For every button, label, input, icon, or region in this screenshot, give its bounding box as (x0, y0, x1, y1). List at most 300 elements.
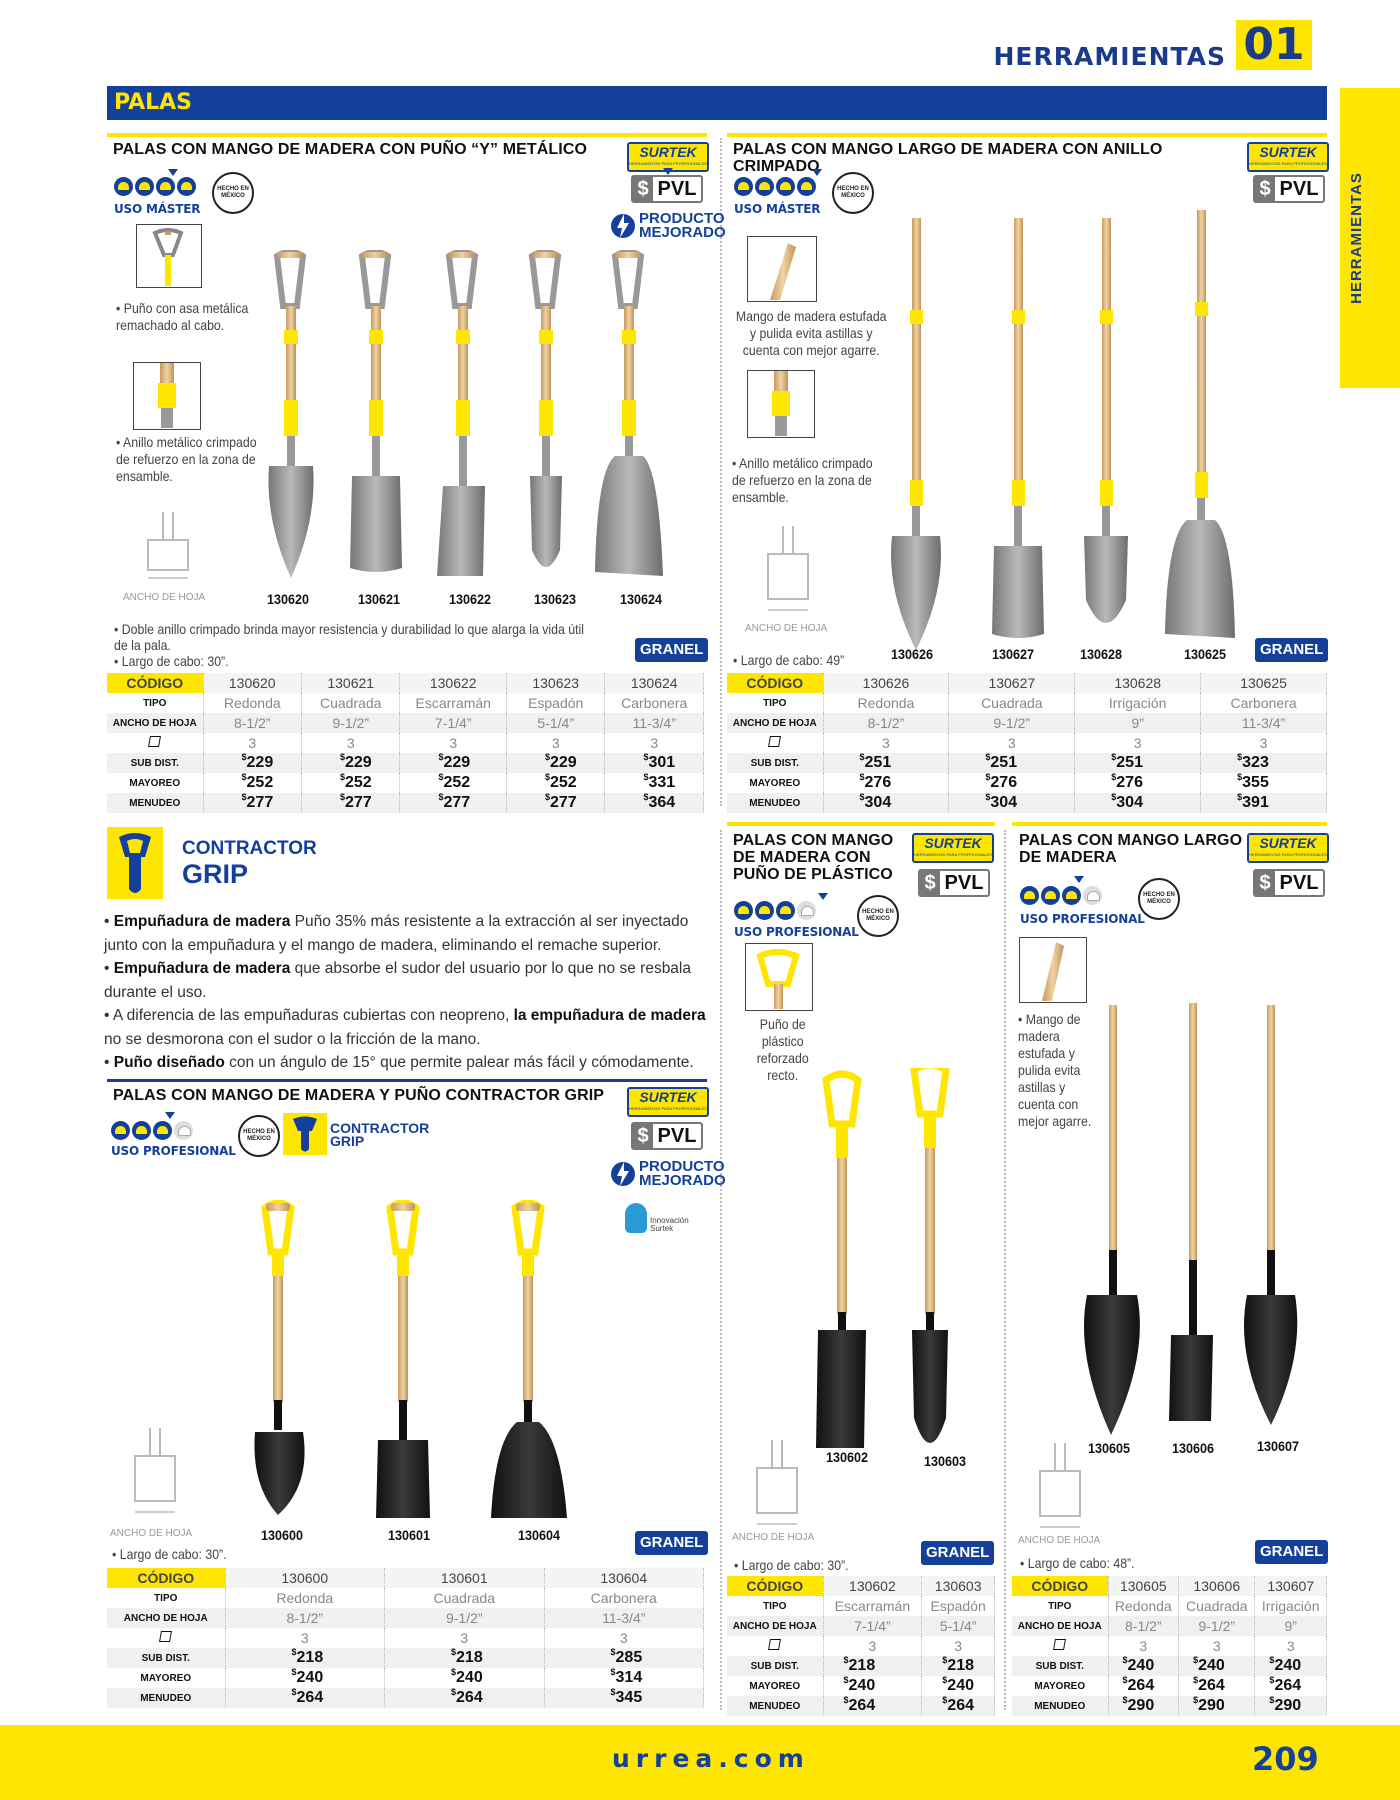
price: 251 (1116, 754, 1143, 771)
shovel-image-130600 (254, 1203, 304, 1515)
hecho-en-mexico-icon (832, 172, 874, 214)
granel-badge: GRANEL (1255, 638, 1328, 662)
brand-name: SURTEK (924, 835, 982, 851)
feature-note: Puño de plástico reforzado recto. (756, 1016, 809, 1083)
row-label: MAYOREO (107, 1668, 225, 1688)
table-cell: Redonda (203, 693, 301, 713)
shovel-image-130622 (437, 252, 485, 576)
brand-name: SURTEK (1259, 144, 1317, 160)
product-image-group (880, 210, 1250, 650)
helmet-icon (734, 177, 753, 196)
grip-feature-item: • A diferencia de las empuñaduras cubiertas con neopreno, la empuñadura de madera no se desmorona con el sudor o la fricción de la mano. (104, 1007, 706, 1048)
currency-symbol: $ (1237, 792, 1243, 802)
spec-bullet: • Largo de cabo: 30”. (112, 1546, 227, 1562)
price: 304 (864, 794, 892, 811)
pvl-label: PVL (1279, 178, 1319, 200)
table-cell: 3 (823, 1636, 922, 1656)
table-cell: 3 (1201, 733, 1327, 753)
price: 252 (443, 774, 471, 791)
producto-mejorado-2: MEJORADO (639, 224, 726, 241)
table-cell: 3 (400, 733, 507, 753)
grip-features (104, 910, 710, 1075)
product-image-group (245, 1200, 605, 1520)
table-code: 130626 (823, 673, 949, 693)
helmet-icon (132, 1121, 151, 1140)
blade-width-icon (1035, 1443, 1085, 1533)
currency-symbol: $ (942, 1675, 948, 1685)
feature-text: no se desmorona con el sudor o la fricción de la mano. (104, 1030, 481, 1048)
price-table (727, 673, 1327, 813)
currency-symbol: $ (985, 792, 991, 802)
usage-helmets (1020, 886, 1102, 905)
row-label: SUB DIST. (107, 753, 203, 773)
shovel-image-130624 (595, 252, 663, 576)
currency-symbol: $ (339, 752, 345, 762)
price: 301 (648, 754, 676, 771)
product-image-group (808, 1068, 968, 1458)
box-icon (768, 1639, 781, 1650)
currency-symbol: $ (985, 752, 991, 762)
row-label: TIPO (727, 693, 823, 713)
row-label: MAYOREO (727, 773, 823, 793)
row-label: MENUDEO (1012, 1696, 1108, 1716)
currency-symbol: $ (241, 792, 247, 802)
spec-bullet: • Largo de cabo: 48”. (1020, 1555, 1135, 1571)
mexico-badge-text: HECHO EN MÉXICO (243, 1129, 275, 1142)
price: 252 (345, 774, 372, 791)
price: 229 (549, 754, 577, 771)
table-code: 130624 (605, 673, 704, 693)
detail-thumbnail (747, 370, 815, 438)
section-title: PALAS CON MANGO LARGO DE MADERA (1019, 832, 1243, 866)
table-cell: 3 (823, 733, 949, 753)
currency-symbol: $ (544, 772, 550, 782)
table-cell: Cuadrada (1179, 1596, 1255, 1616)
section-rule (107, 1079, 707, 1082)
table-cell: 7-1/4” (400, 713, 507, 733)
shovel-image-130607 (1244, 1005, 1297, 1425)
y-handle-detail-icon (137, 225, 200, 286)
table-cell: Escarramán (400, 693, 507, 713)
price: 290 (1127, 1697, 1155, 1714)
section-rule (1012, 822, 1327, 826)
table-cell: Carbonera (605, 693, 704, 713)
wood-handle-detail-icon (748, 237, 815, 300)
table-code: 130606 (1179, 1576, 1255, 1596)
surtek-logo (627, 1087, 709, 1117)
row-label: TIPO (1012, 1596, 1108, 1616)
blade-width-diagram (752, 1440, 802, 1535)
currency-symbol: $ (438, 792, 444, 802)
mexico-badge-text: HECHO EN MÉXICO (837, 186, 869, 199)
currency-symbol: $ (1122, 1675, 1128, 1685)
price: 240 (848, 1677, 876, 1694)
table-code: 130622 (400, 673, 507, 693)
product-image-group (1075, 995, 1330, 1445)
price: 276 (1116, 774, 1143, 791)
currency-symbol: $ (843, 1695, 849, 1705)
helmet-icon (153, 1121, 172, 1140)
price-table (107, 673, 704, 813)
usage-helmets (734, 901, 816, 920)
currency-symbol: $ (1122, 1695, 1128, 1705)
grip-handle-icon (107, 827, 163, 899)
product-code: 130604 (518, 1527, 561, 1543)
table-cell: 8-1/2” (1108, 1616, 1179, 1636)
price: 276 (864, 774, 892, 791)
price: 218 (296, 1649, 324, 1666)
currency-symbol: $ (643, 772, 649, 782)
dollar-icon: $ (920, 871, 940, 895)
product-code: 130606 (1172, 1440, 1215, 1456)
pvl-badge (1253, 869, 1325, 897)
currency-symbol: $ (843, 1655, 849, 1665)
table-cell: 3 (1075, 733, 1201, 753)
price: 264 (1198, 1677, 1225, 1694)
helmet-icon (755, 177, 774, 196)
usage-label: USO PROFESIONAL (734, 925, 859, 939)
table-cell: Redonda (823, 693, 949, 713)
currency-symbol: $ (859, 752, 865, 762)
lightning-icon (610, 210, 636, 242)
helmet-icon (177, 177, 196, 196)
currency-symbol: $ (241, 752, 247, 762)
table-cell: 5-1/4” (506, 713, 604, 733)
feature-note: • Puño con asa metálica remachado al cabo. (116, 300, 249, 333)
grip-mini-line1: CONTRACTOR (330, 1120, 430, 1136)
pvl-badge (631, 175, 703, 203)
grip-title-line1: CONTRACTOR (182, 838, 317, 859)
blade-width-icon (752, 1440, 802, 1530)
price: 276 (990, 774, 1018, 791)
product-code: 130626 (891, 646, 934, 662)
currency-symbol: $ (610, 1687, 616, 1697)
table-code: 130602 (823, 1576, 922, 1596)
currency-symbol: $ (643, 752, 649, 762)
price: 264 (296, 1689, 324, 1706)
shovel-image-130601 (376, 1203, 430, 1518)
currency-symbol: $ (859, 792, 865, 802)
table-cell: Espadón (922, 1596, 995, 1616)
blade-width-diagram (1035, 1443, 1085, 1538)
usage-level-indicator-icon (168, 169, 178, 176)
product-code: 130620 (267, 591, 310, 607)
wood-handle-detail-icon (1020, 938, 1085, 1001)
price-table (107, 1568, 704, 1708)
product-code: 130623 (534, 591, 577, 607)
pvl-label: PVL (1279, 872, 1319, 894)
producto-mejorado-badge (610, 210, 726, 242)
currency-symbol: $ (942, 1695, 948, 1705)
indicator-triangle-icon (663, 168, 673, 175)
hecho-en-mexico-icon (857, 895, 899, 937)
plastic-grip-detail-icon (746, 944, 811, 1009)
usage-label: USO PROFESIONAL (1020, 912, 1145, 926)
price: 229 (345, 754, 372, 771)
box-qty-label (107, 733, 203, 753)
currency-symbol: $ (643, 792, 649, 802)
row-label: CÓDIGO (107, 673, 203, 693)
currency-symbol: $ (1122, 1655, 1128, 1665)
shovel-image-130626 (891, 218, 941, 650)
price: 277 (549, 794, 577, 811)
shovel-image-130620 (268, 252, 313, 578)
dollar-icon: $ (1255, 177, 1275, 201)
granel-badge: GRANEL (921, 1541, 994, 1565)
table-cell: 3 (949, 733, 1075, 753)
helmet-icon (1020, 886, 1039, 905)
grip-feature-item: • Puño diseñado con un ángulo de 15° que permite palear más fácil y cómodamente. (104, 1054, 694, 1071)
blade-width-icon (763, 526, 813, 616)
product-code: 130602 (826, 1449, 869, 1465)
table-cell: 3 (605, 733, 704, 753)
helmet-icon (156, 177, 175, 196)
innovacion-badge (625, 1203, 689, 1233)
usage-level-indicator-icon (165, 1112, 175, 1119)
table-code: 130603 (922, 1576, 995, 1596)
shovel-image-130606 (1169, 1003, 1213, 1421)
box-qty-label (727, 1636, 823, 1656)
column-divider (1004, 830, 1006, 1710)
currency-symbol: $ (451, 1667, 457, 1677)
spec-bullet: • Doble anillo crimpado brinda mayor resistencia y durabilidad lo que alarga la vida útil de la pala. (114, 621, 584, 653)
table-code: 130600 (225, 1568, 385, 1588)
box-icon (148, 736, 161, 747)
shovel-image-130604 (491, 1203, 567, 1518)
table-cell: Cuadrada (949, 693, 1075, 713)
product-image-group (255, 250, 700, 585)
product-code: 130621 (358, 591, 401, 607)
price: 264 (1127, 1677, 1155, 1694)
mexico-badge-text: HECHO EN MÉXICO (217, 186, 249, 199)
section-title: PALAS CON MANGO DE MADERA CON PUÑO DE PLÁSTICO (733, 832, 894, 883)
currency-symbol: $ (339, 772, 345, 782)
price: 290 (1198, 1697, 1225, 1714)
grip-feature-item: • Empuñadura de madera que absorbe el sudor del usuario por lo que no se resbala durante el uso. (104, 960, 691, 1001)
dollar-icon: $ (633, 177, 653, 201)
table-code: 130628 (1075, 673, 1201, 693)
dollar-icon: $ (1255, 871, 1275, 895)
price: 304 (1116, 794, 1143, 811)
blade-width-icon (130, 1428, 180, 1518)
table-cell: 9-1/2” (1179, 1616, 1255, 1636)
price: 218 (947, 1657, 974, 1674)
banner-title: PALAS (114, 90, 193, 115)
price: 264 (947, 1697, 974, 1714)
currency-symbol: $ (339, 792, 345, 802)
table-cell: Cuadrada (301, 693, 399, 713)
currency-symbol: $ (291, 1647, 297, 1657)
producto-mejorado-badge (610, 1158, 726, 1190)
helmet-icon (1062, 886, 1081, 905)
shovel-image-130623 (530, 252, 562, 567)
currency-symbol: $ (1111, 792, 1117, 802)
currency-symbol: $ (438, 772, 444, 782)
section-banner (107, 86, 1327, 120)
ancho-de-hoja-label: ANCHO DE HOJA (123, 592, 206, 603)
usage-helmets (111, 1121, 193, 1140)
page-number: 209 (1252, 1740, 1319, 1778)
row-label: MENUDEO (107, 1688, 225, 1708)
feature-text: A diferencia de las empuñaduras cubiertas con neopreno, (112, 1007, 514, 1024)
currency-symbol: $ (291, 1687, 297, 1697)
footer-url-link[interactable]: urrea.com (612, 1744, 810, 1773)
usage-helmets (114, 177, 196, 196)
table-cell: 9-1/2” (385, 1608, 545, 1628)
price: 304 (990, 794, 1018, 811)
currency-symbol: $ (610, 1667, 616, 1677)
helmet-icon (776, 901, 795, 920)
blade-width-icon (143, 512, 193, 582)
grip-title-line2: GRIP (182, 859, 249, 889)
section-title: PALAS CON MANGO DE MADERA Y PUÑO CONTRACTOR GRIP (113, 1087, 605, 1104)
helmet-icon (135, 177, 154, 196)
table-cell: 3 (203, 733, 301, 753)
shovel-image-130628 (1084, 218, 1128, 623)
feature-note: • Mango de madera estufada y pulida evita astillas y cuenta con mejor agarre. (1018, 1011, 1092, 1129)
price: 391 (1242, 794, 1269, 811)
table-cell: Carbonera (1201, 693, 1327, 713)
price: 240 (947, 1677, 974, 1694)
blade-width-diagram (763, 526, 813, 621)
usage-level-indicator-icon (812, 169, 822, 176)
contractor-grip-logo (107, 827, 163, 899)
price: 252 (549, 774, 577, 791)
usage-level-indicator-icon (818, 893, 828, 900)
price: 240 (296, 1669, 324, 1686)
chapter-number: 01 (1236, 20, 1312, 70)
currency-symbol: $ (1111, 752, 1117, 762)
price: 229 (246, 754, 274, 771)
pvl-label: PVL (657, 1125, 697, 1147)
currency-symbol: $ (1193, 1675, 1199, 1685)
table-code: 130625 (1201, 673, 1327, 693)
mexico-badge-text: HECHO EN MÉXICO (862, 909, 894, 922)
row-label: ANCHO DE HOJA (727, 713, 823, 733)
table-cell: 3 (1108, 1636, 1179, 1656)
product-code: 130603 (924, 1453, 967, 1469)
product-code: 130607 (1257, 1438, 1300, 1454)
blade-width-diagram (143, 512, 193, 587)
table-cell: Redonda (225, 1588, 385, 1608)
row-label: MENUDEO (727, 793, 823, 813)
shovel-image-130621 (350, 252, 402, 572)
currency-symbol: $ (1237, 752, 1243, 762)
brand-tagline: HERRAMIENTAS PARA PROFESIONALES (629, 1106, 707, 1111)
table-code: 130607 (1255, 1576, 1327, 1596)
side-tab[interactable] (1340, 88, 1400, 388)
row-label: ANCHO DE HOJA (107, 713, 203, 733)
detail-thumbnail (1019, 937, 1087, 1003)
lightbulb-icon (625, 1203, 647, 1233)
price: 218 (456, 1649, 483, 1666)
helmet-icon (111, 1121, 130, 1140)
feature-bold: Puño diseñado (113, 1054, 225, 1071)
detail-thumbnail (745, 943, 813, 1011)
table-cell: 11-3/4” (544, 1608, 704, 1628)
box-icon (1053, 1639, 1066, 1650)
currency-symbol: $ (1237, 772, 1243, 782)
row-label: SUB DIST. (727, 1656, 823, 1676)
row-label: SUB DIST. (727, 753, 823, 773)
helmet-icon (797, 177, 816, 196)
currency-symbol: $ (942, 1655, 948, 1665)
currency-symbol: $ (241, 772, 247, 782)
price: 218 (848, 1657, 876, 1674)
currency-symbol: $ (1269, 1695, 1275, 1705)
row-label: ANCHO DE HOJA (727, 1616, 823, 1636)
table-cell: 3 (1255, 1636, 1327, 1656)
currency-symbol: $ (451, 1687, 457, 1697)
brand-name: SURTEK (639, 144, 697, 160)
grip-mini-label (330, 1122, 429, 1148)
row-label: TIPO (727, 1596, 823, 1616)
price: 277 (246, 794, 274, 811)
surtek-logo (1247, 142, 1329, 172)
row-label: TIPO (107, 693, 203, 713)
table-cell: Cuadrada (385, 1588, 545, 1608)
table-code: 130623 (506, 673, 604, 693)
row-label: ANCHO DE HOJA (1012, 1616, 1108, 1636)
brand-tagline: HERRAMIENTAS PARA PROFESIONALES (1249, 161, 1327, 166)
table-cell: 3 (544, 1628, 704, 1648)
currency-symbol: $ (544, 752, 550, 762)
currency-symbol: $ (1269, 1655, 1275, 1665)
table-cell: 9” (1075, 713, 1201, 733)
product-code: 130625 (1184, 646, 1227, 662)
row-label: SUB DIST. (1012, 1656, 1108, 1676)
brand-tagline: HERRAMIENTAS PARA PROFESIONALES (914, 852, 992, 857)
shovel-image-130605 (1084, 1005, 1140, 1435)
table-cell: Carbonera (544, 1588, 704, 1608)
helmet-icon (797, 901, 816, 920)
table-cell: 3 (225, 1628, 385, 1648)
price: 240 (456, 1669, 483, 1686)
currency-symbol: $ (544, 792, 550, 802)
crimped-ring-detail-icon (748, 371, 813, 436)
feature-note: Mango de madera estufada y pulida evita astillas y cuenta con mejor agarre. (735, 308, 887, 358)
row-label: CÓDIGO (107, 1568, 225, 1588)
row-label: MENUDEO (107, 793, 203, 813)
currency-symbol: $ (1111, 772, 1117, 782)
price: 364 (648, 794, 676, 811)
product-code: 130601 (388, 1527, 431, 1543)
currency-symbol: $ (1269, 1675, 1275, 1685)
price: 252 (246, 774, 274, 791)
table-cell: 3 (1179, 1636, 1255, 1656)
price: 251 (990, 754, 1018, 771)
ancho-de-hoja-label: ANCHO DE HOJA (1018, 1535, 1101, 1546)
dollar-icon: $ (633, 1124, 653, 1148)
price: 285 (615, 1649, 643, 1666)
currency-symbol: $ (859, 772, 865, 782)
row-label: CÓDIGO (727, 1576, 823, 1596)
column-divider (720, 830, 722, 1710)
innovacion-line1: Innovación (650, 1216, 689, 1225)
table-cell: 9-1/2” (949, 713, 1075, 733)
feature-text: Puño 35% más resistente a la extracción al ser inyectado junto con la empuñadura y el mango de madera, eliminando el remache superior. (104, 913, 689, 954)
price: 251 (864, 754, 892, 771)
section-title: PALAS CON MANGO LARGO DE MADERA CON ANILLO CRIMPADO (733, 141, 1163, 175)
price-table (1012, 1576, 1327, 1716)
hecho-en-mexico-icon (212, 172, 254, 214)
table-cell: Escarramán (823, 1596, 922, 1616)
product-code: 130627 (992, 646, 1035, 662)
pvl-badge (631, 1122, 703, 1150)
price: 240 (1198, 1657, 1225, 1674)
section-title: PALAS CON MANGO DE MADERA CON PUÑO “Y” METÁLICO (113, 141, 588, 158)
product-code: 130622 (449, 591, 492, 607)
